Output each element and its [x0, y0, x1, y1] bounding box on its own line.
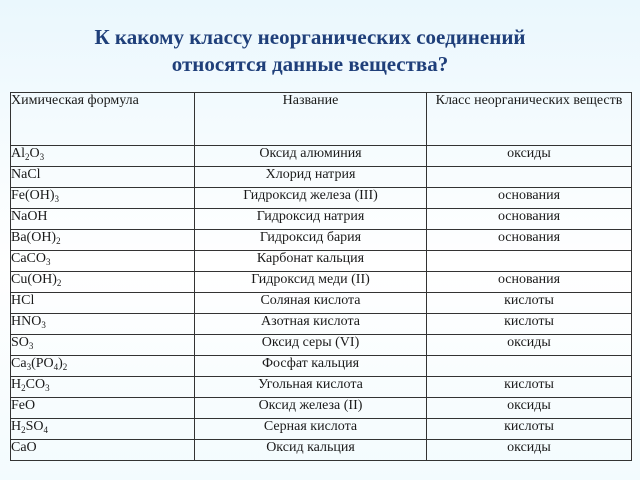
formula-text: O: [29, 146, 40, 161]
table-row: [11, 398, 632, 419]
table-row: [11, 377, 632, 398]
table-row: [11, 335, 632, 356]
formula-cell: [11, 167, 195, 188]
formula-text: (PO: [31, 356, 54, 371]
name-cell: Оксид серы (VI): [195, 335, 427, 356]
formula-text: FeO: [11, 398, 36, 413]
formula-text: CaCO: [11, 251, 46, 266]
formula-text: Ca: [11, 356, 27, 371]
header-formula: Химическая формула: [11, 93, 195, 146]
formula-text: CO: [25, 377, 46, 392]
table-row: [11, 146, 632, 167]
formula-cell: [11, 209, 195, 230]
formula-subscript: 2: [62, 362, 68, 372]
name-cell: Оксид железа (II): [195, 398, 427, 419]
formula-text: Fe(OH): [11, 188, 55, 203]
table-row: [11, 314, 632, 335]
class-cell: [427, 356, 632, 377]
name-cell: Соляная кислота: [195, 293, 427, 314]
formula-text: Al: [11, 146, 25, 161]
formula-text: Ba(OH): [11, 230, 57, 245]
formula-subscript: 3: [26, 362, 32, 372]
formula-subscript: 2: [56, 278, 62, 288]
name-cell: Гидроксид натрия: [195, 209, 427, 230]
class-cell: оксиды: [427, 398, 632, 419]
formula-text: SO: [25, 419, 44, 434]
formula-cell: [11, 335, 195, 356]
name-cell: Гидроксид бария: [195, 230, 427, 251]
formula-cell: [11, 251, 195, 272]
formula-cell: [11, 146, 195, 167]
class-cell: основания: [427, 188, 632, 209]
table-row: [11, 167, 632, 188]
table-row: [11, 440, 632, 461]
formula-subscript: 2: [56, 236, 61, 246]
class-cell: оксиды: [427, 335, 632, 356]
formula-text: H: [11, 419, 22, 434]
slide-title: [20, 24, 600, 78]
name-cell: Оксид кальция: [195, 440, 427, 461]
table-row: [11, 209, 632, 230]
formula-subscript: 3: [46, 257, 51, 267]
formula-cell: [11, 230, 195, 251]
formula-cell: [11, 188, 195, 209]
table-row: [11, 293, 632, 314]
table-row: [11, 419, 632, 440]
name-cell: Серная кислота: [195, 419, 427, 440]
formula-subscript: 2: [21, 383, 26, 393]
name-cell: Азотная кислота: [195, 314, 427, 335]
formula-cell: [11, 314, 195, 335]
formula-subscript: 2: [25, 152, 30, 162]
table-row: [11, 188, 632, 209]
name-cell: Гидроксид меди (II): [195, 272, 427, 293]
name-cell: Угольная кислота: [195, 377, 427, 398]
formula-cell: [11, 356, 195, 377]
class-cell: кислоты: [427, 419, 632, 440]
table-row: [11, 272, 632, 293]
formula-subscript: 4: [53, 362, 59, 372]
compounds-table: [10, 92, 632, 461]
formula-subscript: 3: [45, 383, 50, 393]
title-line-1: К какому классу неорганических соединений: [94, 25, 526, 49]
formula-text: NaOH: [11, 209, 48, 224]
class-cell: оксиды: [427, 440, 632, 461]
formula-text: HCl: [11, 293, 35, 308]
formula-cell: [11, 419, 195, 440]
formula-text: Cu(OH): [11, 272, 57, 287]
table-row: [11, 356, 632, 377]
name-cell: Карбонат кальция: [195, 251, 427, 272]
class-cell: основания: [427, 209, 632, 230]
formula-subscript: 3: [28, 341, 34, 351]
header-name: Название: [195, 93, 427, 146]
formula-cell: [11, 377, 195, 398]
formula-subscript: 3: [39, 152, 45, 162]
table-row: [11, 251, 632, 272]
table-row: [11, 230, 632, 251]
formula-cell: [11, 293, 195, 314]
formula-cell: [11, 272, 195, 293]
formula-subscript: 2: [21, 425, 26, 435]
class-cell: основания: [427, 272, 632, 293]
name-cell: Гидроксид железа (III): [195, 188, 427, 209]
formula-text: ): [58, 356, 63, 371]
formula-text: H: [11, 377, 22, 392]
class-cell: основания: [427, 230, 632, 251]
class-cell: оксиды: [427, 146, 632, 167]
name-cell: Хлорид натрия: [195, 167, 427, 188]
name-cell: Фосфат кальция: [195, 356, 427, 377]
formula-subscript: 3: [54, 194, 60, 204]
class-cell: кислоты: [427, 293, 632, 314]
class-cell: кислоты: [427, 314, 632, 335]
name-cell: Оксид алюминия: [195, 146, 427, 167]
class-cell: [427, 167, 632, 188]
formula-text: CaO: [11, 440, 37, 455]
formula-cell: [11, 398, 195, 419]
formula-text: HNO: [11, 314, 42, 329]
formula-text: NaCl: [11, 167, 41, 182]
title-line-2: относятся данные вещества?: [171, 52, 449, 76]
class-cell: [427, 251, 632, 272]
formula-cell: [11, 440, 195, 461]
formula-subscript: 3: [41, 320, 46, 330]
formula-text: SO: [11, 335, 29, 350]
compounds-table-body: [11, 93, 632, 461]
class-cell: кислоты: [427, 377, 632, 398]
header-class: Класс неорганических веществ: [427, 93, 632, 146]
table-header-row: [11, 93, 632, 146]
formula-subscript: 4: [43, 425, 49, 435]
